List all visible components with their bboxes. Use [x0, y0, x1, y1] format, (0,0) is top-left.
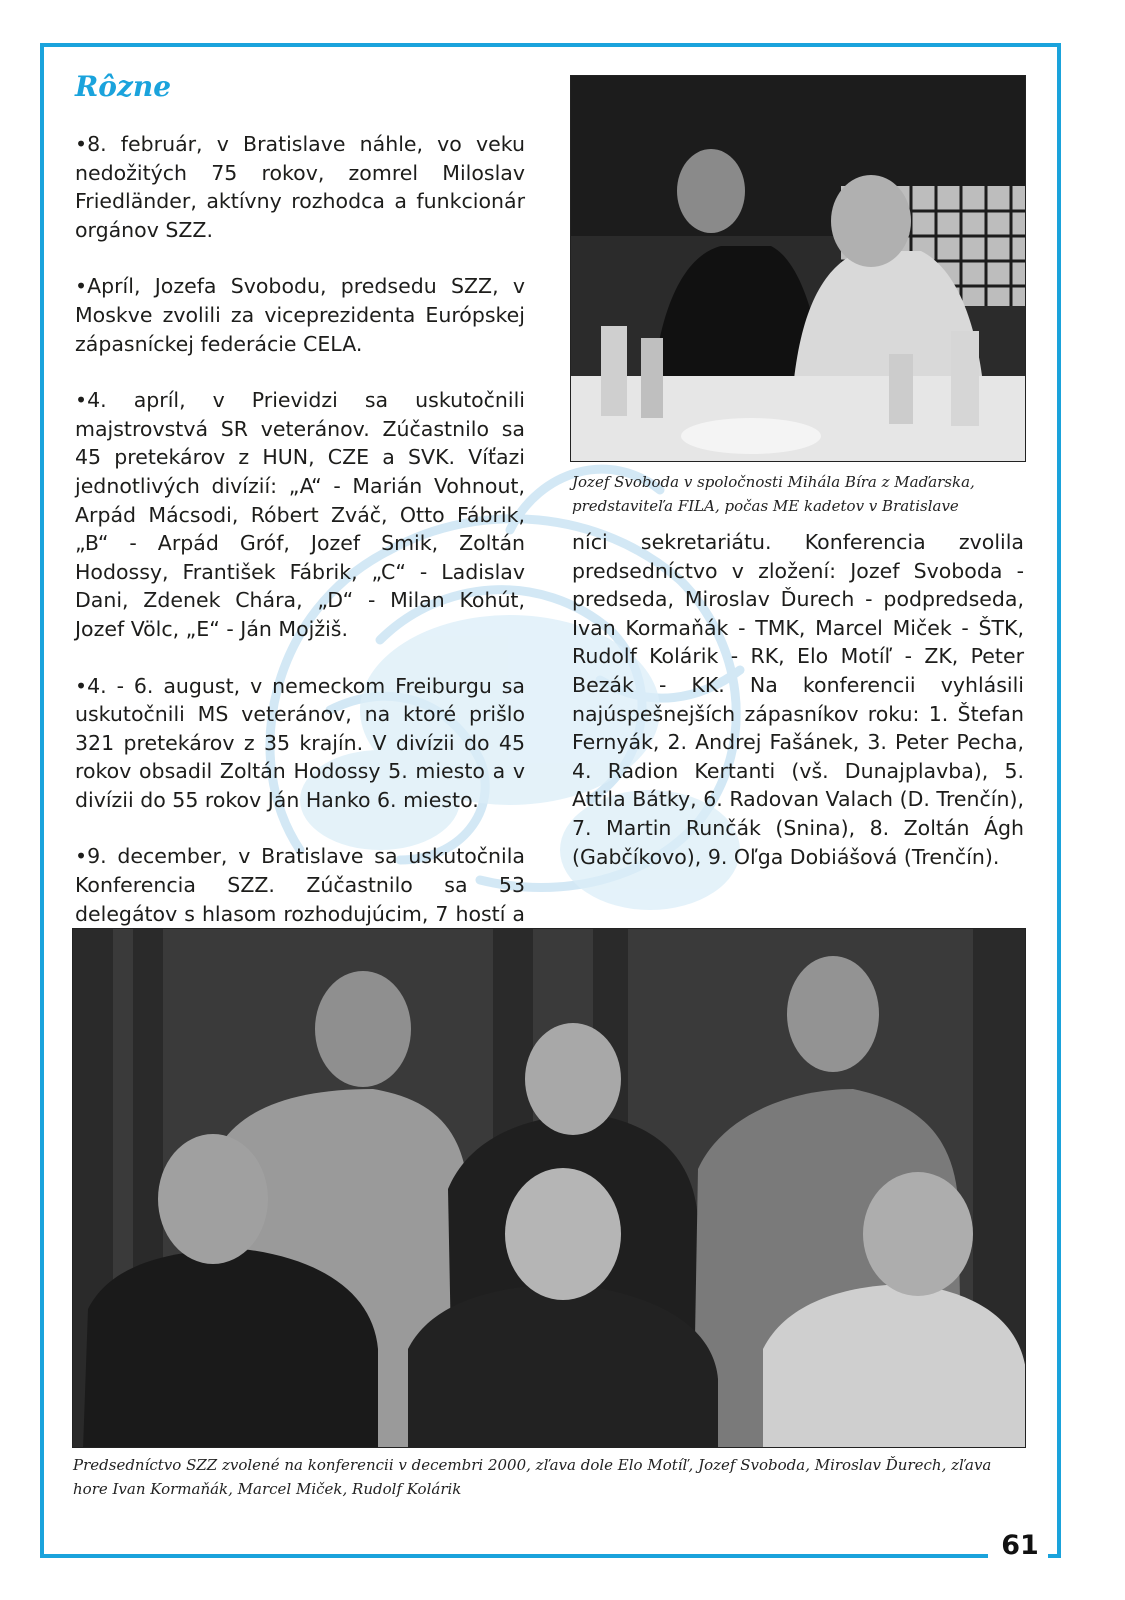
news-item: •4. apríl, v Prievidzi sa uskutočnili majstrovstvá SR veteránov. Zúčastnilo sa 45 pretekárov z HUN, CZE a SVK. Víťazi jednotlivých divízií: „A“ - Marián Vohnout, Arpád Mácsodi, Róbert Zváč, Otto Fábrik, „B“ - Arpád Gróf, Jozef Smik, Zoltán Hodossy, František Fábrik, „C“ - Ladislav Dani, Zdenek Chára, „D“ - Milan Kohút, Jozef Völc, „E“ - Ján Mojžiš.	[75, 388, 525, 641]
news-item-continuation: níci sekretariátu. Konferencia zvolila predsedníctvo v zložení: Jozef Svoboda - predseda, Miroslav Ďurech - podpredseda, Ivan Kormaňák - TMK, Marcel Miček - ŠTK, Rudolf Kolárik - RK, Elo Motíľ - ZK, Peter Bezák - KK. Na konferencii vyhlásili najúspešnejších zápasníkov roku: 1. Štefan Fernyák, 2. Andrej Fašánek, 3. Peter Pecha, 4. Radion Kertanti (vš. Dunajplavba), 5. Attila Bátky, 6. Radovan Valach (D. Trenčín), 7. Martin Runčák (Snina), 8. Zoltán Ágh (Gabčíkovo), 9. Oľga Dobiášová (Trenčín).	[572, 530, 1024, 869]
news-item: •9. december, v Bratislave sa uskutočnila Konferencia SZZ. Zúčastnilo sa 53 delegátov s hlasom rozhodujúcim, 7 hostí a	[75, 844, 525, 926]
page-number: 61	[1001, 1530, 1039, 1561]
photo-caption-bottom: Predsedníctvo SZZ zvolené na konferencii v decembri 2000, zľava dole Elo Motíľ, Jozef Svoboda, Miroslav Ďurech, zľava hore Ivan Kormaňák, Marcel Miček, Rudolf Kolárik	[73, 1456, 992, 1498]
news-item: •8. február, v Bratislave náhle, vo veku nedožitých 75 rokov, zomrel Miloslav Friedländer, aktívny rozhodca a funkcionár orgánov SZZ.	[75, 132, 525, 242]
photo-presidium	[72, 928, 1026, 1448]
right-column	[572, 528, 1024, 899]
photo-svoboda-biro	[570, 75, 1026, 462]
section-title: Rôzne	[75, 70, 172, 103]
news-item: •Apríl, Jozefa Svobodu, predsedu SZZ, v Moskve zvolili za viceprezidenta Európskej zápasníckej federácie CELA.	[75, 274, 525, 356]
news-item: •4. - 6. august, v nemeckom Freiburgu sa uskutočnili MS veteránov, na ktoré prišlo 321 pretekárov z 35 krajín. V divízii do 45 rokov obsadil Zoltán Hodossy 5. miesto a v divízii do 55 rokov Ján Hanko 6. miesto.	[75, 673, 525, 812]
left-column	[75, 130, 525, 985]
photo-caption-top: Jozef Svoboda v spoločnosti Mihála Bíra z Maďarska, predstaviteľa FILA, počas ME kadetov v Bratislave	[572, 473, 975, 515]
